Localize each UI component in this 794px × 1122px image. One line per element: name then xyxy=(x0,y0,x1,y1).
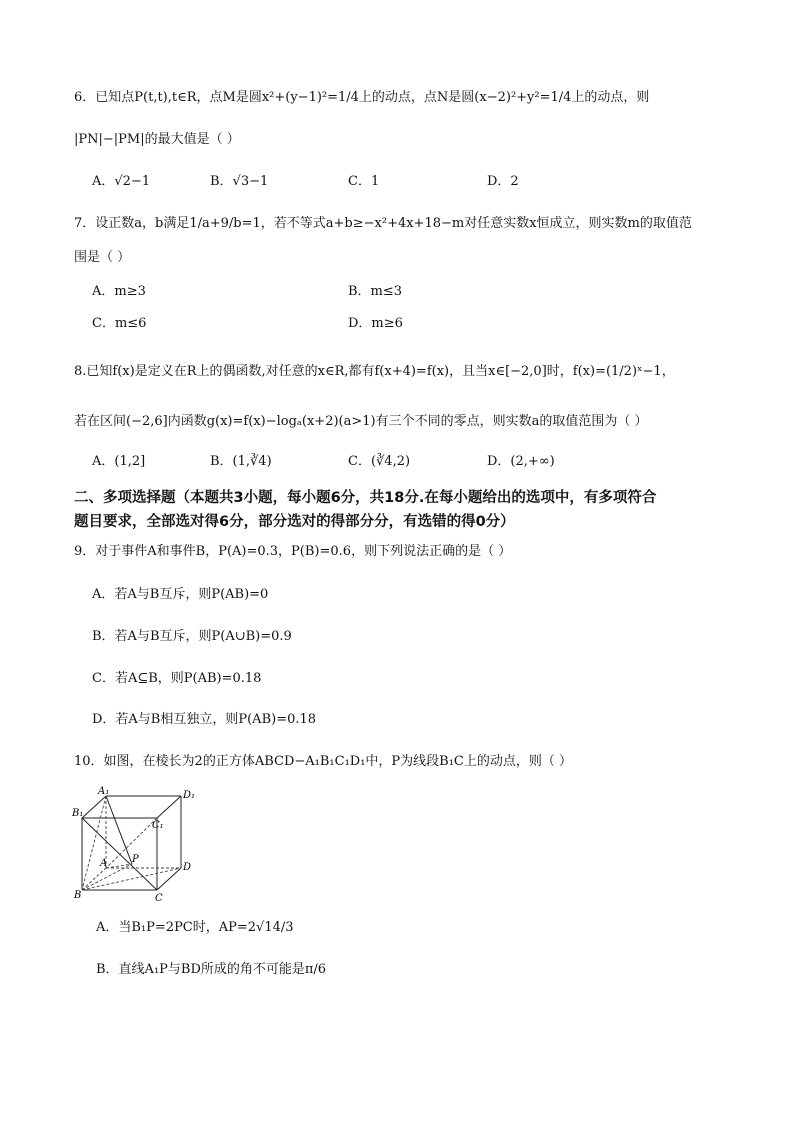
label-c: C xyxy=(155,893,163,904)
label-d: D xyxy=(183,862,192,873)
label-a1: A₁ xyxy=(98,786,110,797)
section-heading-line2: 题目要求，全部选对得6分，部分选对的得部分分，有选错的得0分） xyxy=(74,514,515,530)
label-p: P xyxy=(132,854,139,865)
label-a: A xyxy=(100,858,108,869)
label-c1: C₁ xyxy=(152,820,164,831)
q10-option-a: A．当B₁P=2PC时，AP=2√14/3 xyxy=(96,920,294,935)
q6-option-b: B．√3−1 xyxy=(210,174,269,189)
q10-stem: 10．如图，在棱长为2的正方体ABCD−A₁B₁C₁D₁中，P为线段B₁C上的动点，则（ ） xyxy=(74,754,573,769)
q7-option-a: A．m≥3 xyxy=(92,284,146,299)
q8-option-b: B．(1,∛4) xyxy=(210,454,272,469)
q7-option-c: C．m≤6 xyxy=(92,316,147,331)
label-b: B xyxy=(74,890,82,901)
q10-option-b: B．直线A₁P与BD所成的角不可能是π/6 xyxy=(96,962,327,977)
q9-stem: 9．对于事件A和事件B，P(A)=0.3，P(B)=0.6，则下列说法正确的是（ ） xyxy=(74,544,512,559)
q9-option-d: D．若A与B相互独立，则P(AB)=0.18 xyxy=(92,712,317,727)
q6-line2: |PN|−|PM|的最大值是（ ） xyxy=(74,132,240,147)
q6-option-c: C．1 xyxy=(348,174,380,189)
q7-line1: 7．设正数a，b满足1/a+9/b=1，若不等式a+b≥−x²+4x+18−m对任意实数x恒成立，则实数m的取值范 xyxy=(74,216,692,231)
q7-line2: 围是（ ） xyxy=(74,250,131,265)
q6-line1: 6．已知点P(t,t),t∈R，点M是圆x²+(y−1)²=1/4上的动点，点N是圆(x−2)²+y²=1/4上的动点，则 xyxy=(74,90,650,105)
label-b1: B₁ xyxy=(72,808,84,819)
q8-option-d: D．(2,+∞) xyxy=(487,454,555,469)
cube-figure xyxy=(72,784,202,904)
q8-option-a: A．(1,2] xyxy=(92,454,146,469)
section-heading-line1: 二、多项选择题（本题共3小题，每小题6分，共18分.在每小题给出的选项中，有多项符合 xyxy=(74,490,657,506)
q7-option-b: B．m≤3 xyxy=(348,284,403,299)
q7-option-d: D．m≥6 xyxy=(348,316,403,331)
label-d1: D₁ xyxy=(183,790,196,801)
q6-option-d: D．2 xyxy=(487,174,519,189)
q9-option-b: B．若A与B互斥，则P(A∪B)=0.9 xyxy=(92,629,292,644)
q8-line1: 8.已知f(x)是定义在R上的偶函数,对任意的x∈R,都有f(x+4)=f(x)，且当x∈[−2,0]时，f(x)=(1/2)ˣ−1， xyxy=(74,364,675,379)
q9-option-a: A．若A与B互斥，则P(AB)=0 xyxy=(92,587,269,602)
q8-line2: 若在区间(−2,6]内函数g(x)=f(x)−logₐ(x+2)(a>1)有三个不同的零点，则实数a的取值范围为（ ） xyxy=(74,414,648,429)
q8-option-c: C．(∛4,2) xyxy=(348,454,411,469)
q9-option-c: C．若A⊆B，则P(AB)=0.18 xyxy=(92,671,262,686)
q6-option-a: A．√2−1 xyxy=(92,174,151,189)
